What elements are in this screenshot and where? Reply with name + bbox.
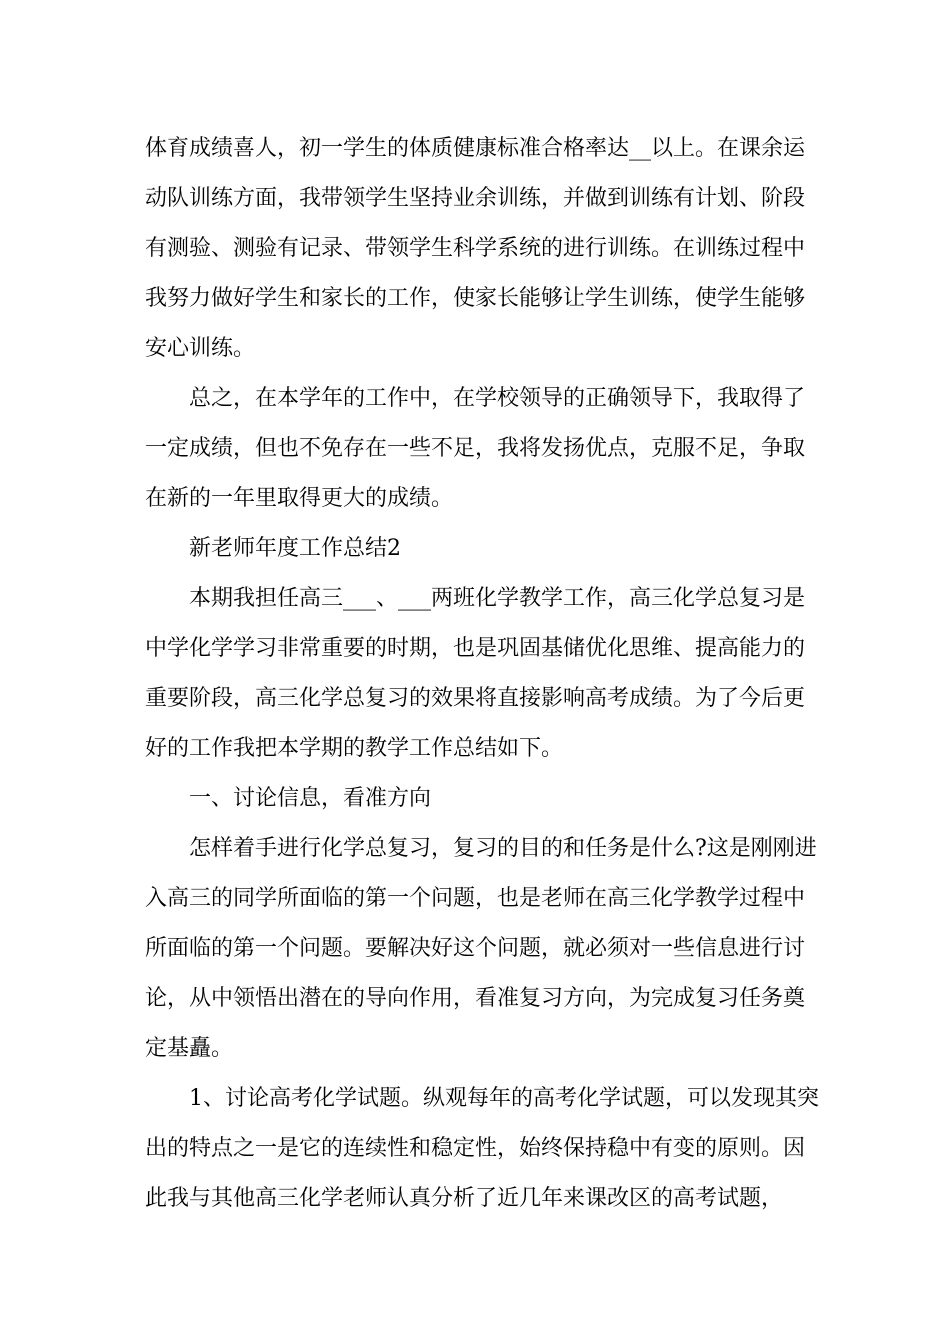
- document-body: [145, 124, 825, 1224]
- paragraph-conclusion: 总之，在本学年的工作中，在学校领导的正确领导下，我取得了一定成绩，但也不免存在一些不足，我将发扬优点，克服不足，争取在新的一年里取得更大的成绩。: [145, 386, 806, 511]
- heading-discuss-information: 一、讨论信息，看准方向: [189, 786, 432, 811]
- paragraph-review-purpose: 怎样着手进行化学总复习，复习的目的和任务是什么?这是刚刚进入高三的同学所面临的第一个问题，也是老师在高三化学教学过程中所面临的第一个问题。要解决好这个问题，就必须对一些信息进行讨论，从中领悟出潜在的导向作用，看准复习方向，为完成复习任务奠定基矗。: [145, 836, 817, 1061]
- section-title-summary-2: 新老师年度工作总结2: [189, 536, 401, 561]
- paragraph-chemistry-intro: 本期我担任高三___、___两班化学教学工作，高三化学总复习是中学化学学习非常重要的时期，也是巩固基储优化思维、提高能力的重要阶段，高三化学总复习的效果将直接影响高考成绩。为了今后更好的工作我把本学期的教学工作总结如下。: [145, 586, 806, 761]
- paragraph-sports-training: 体育成绩喜人，初一学生的体质健康标准合格率达__以上。在课余运动队训练方面，我带领学生坚持业余训练，并做到训练有计划、阶段有测验、测验有记录、带领学生科学系统的进行训练。在训练过程中我努力做好学生和家长的工作，使家长能够让学生训练，使学生能够安心训练。: [145, 136, 806, 361]
- paragraph-exam-analysis: 1、讨论高考化学试题。纵观每年的高考化学试题，可以发现其突出的特点之一是它的连续性和稳定性，始终保持稳中有变的原则。因此我与其他高三化学老师认真分析了近几年来课改区的高考试题，: [145, 1086, 819, 1211]
